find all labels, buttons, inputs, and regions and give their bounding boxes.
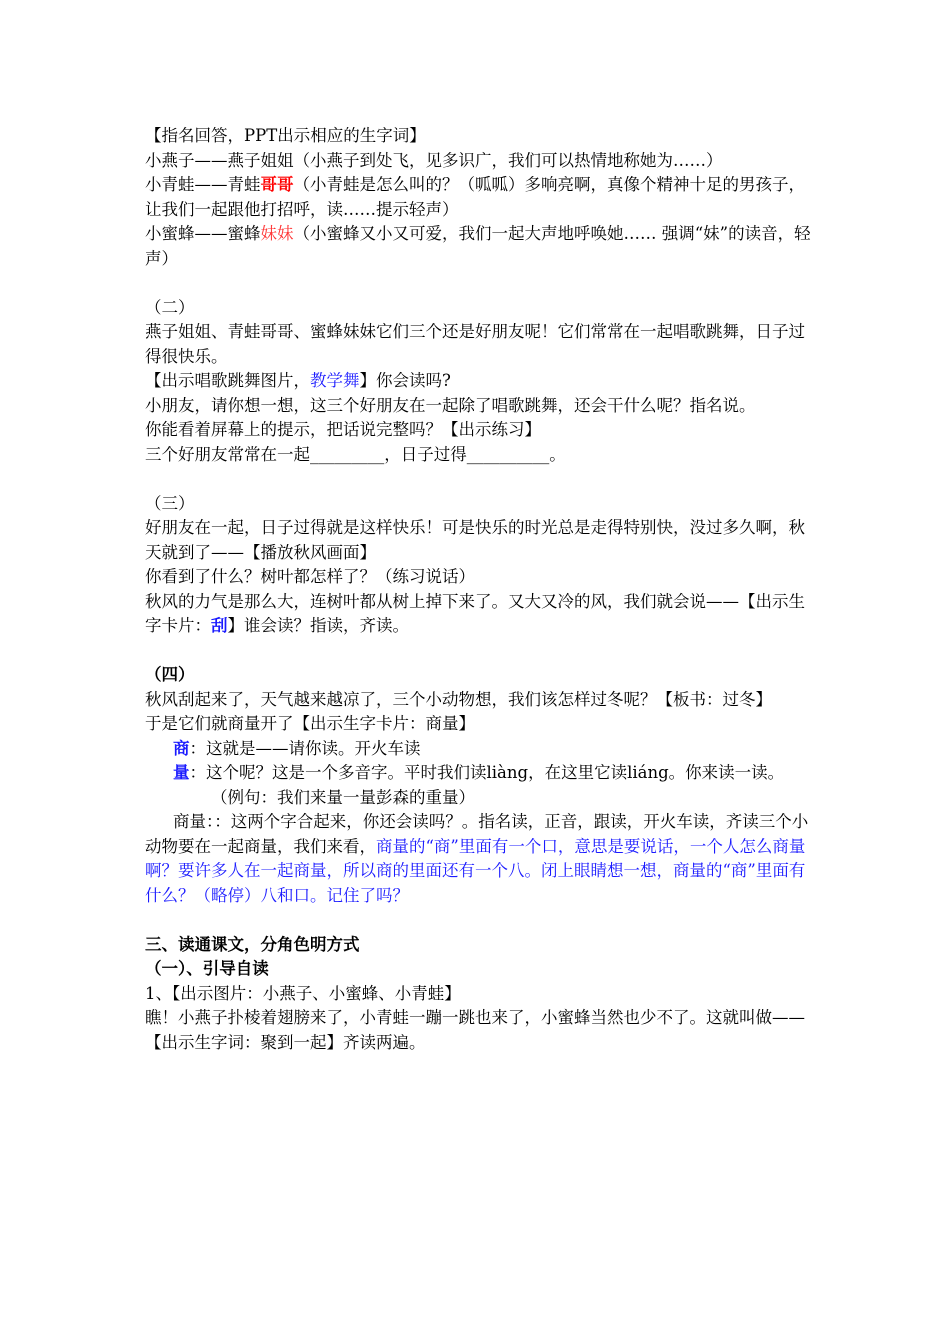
highlight-meimei: 妹妹	[260, 224, 294, 243]
paragraph: 好朋友在一起，日子过得就是这样快乐！可是快乐的时光总是走得特别快，没过多久啊，秋天就到了——【播放秋风画面】	[145, 518, 805, 562]
section-heading: 三、读通课文，分角色明方式	[145, 934, 360, 954]
highlight-gege: 哥哥	[260, 175, 294, 194]
highlight-explanation: 商量的“商”里面有一个口，意思是要说话，一个人怎么商量啊？要许多人在一起商量，所以商的里面还有一个八。闭上眼睛想一想，商量的“商”里面有什么？（略停）八和口。记住了吗？	[145, 836, 806, 905]
paragraph: 小朋友，请你想一想，这三个好朋友在一起除了唱歌跳舞，还会干什么呢？指名说。	[145, 395, 756, 415]
paragraph	[145, 590, 815, 639]
paragraph: （例句：我们来量一量彭森的重量）	[211, 787, 475, 807]
text-run: 商量：：这两个字合起来，你还会读吗？。指名读，正音，跟读，开火车读，齐读三个小动物要在一起商量，我们来看，	[145, 812, 809, 856]
spacer	[145, 908, 815, 933]
paragraph: 【指名回答，PPT出示相应的生字词】	[145, 126, 426, 145]
text-run: 秋风的力气是那么大，连树叶都从树上掉下来了。又大又冷的风，我们就会说——【出示生字卡片：	[145, 591, 805, 635]
highlight-liang: 量	[173, 763, 190, 782]
text-run: 】谁会读？指读，齐读。	[227, 616, 409, 635]
paragraph: 瞧！小燕子扑棱着翅膀来了，小青蛙一蹦一跳也来了，小蜜蜂当然也少不了。这就叫做——【出示生字词：聚到一起】齐读两遍。	[145, 1008, 805, 1052]
paragraph	[145, 810, 815, 908]
paragraph	[145, 173, 815, 222]
text-run: （小蜜蜂又小又可爱，我们一起大声地呼唤她…… 强调“妹”的读音，轻声）	[145, 224, 811, 268]
section-heading: （四）	[145, 665, 195, 684]
spacer	[145, 467, 815, 492]
text-run: 【出示唱歌跳舞图片，	[145, 371, 310, 390]
text-run: ：这就是——请你读。开火车读	[189, 738, 421, 758]
paragraph	[145, 369, 815, 394]
paragraph	[145, 761, 815, 786]
paragraph: 秋风刮起来了，天气越来越凉了，三个小动物想，我们该怎样过冬呢？【板书：过冬】	[145, 689, 772, 709]
text-run: 】你会读吗?	[359, 371, 451, 390]
paragraph: 于是它们就商量开了【出示生字卡片：商量】	[145, 714, 475, 733]
text-run: 小青蛙——青蛙	[145, 175, 261, 194]
paragraph: 你看到了什么？树叶都怎样了？（练习说话）	[145, 567, 475, 586]
paragraph: 燕子姐姐、青蛙哥哥、蜜蜂妹妹它们三个还是好朋友呢！它们常常在一起唱歌跳舞，日子过得很快乐。	[145, 322, 805, 366]
paragraph	[145, 222, 815, 271]
highlight-dance: 教学舞	[310, 371, 360, 390]
paragraph: 你能看着屏幕上的提示，把话说完整吗？【出示练习】	[145, 420, 541, 439]
text-run: （小青蛙是怎么叫的？（呱呱）多响亮啊，真像个精神十足的男孩子，让我们一起跟他打招呼，读……提示轻声）	[145, 175, 805, 219]
text-run: ：这个呢？这是一个多音字。平时我们读liàng，在这里它读liáng。你来读一读。	[189, 763, 785, 782]
section-heading: （二）	[145, 297, 195, 317]
highlight-gua: 刮	[211, 616, 228, 635]
paragraph: 小燕子——燕子姐姐（小燕子到处飞，见多识广，我们可以热情地称她为……）	[145, 150, 723, 170]
highlight-shang: 商	[173, 738, 190, 758]
lesson-plan-body	[145, 124, 815, 1055]
paragraph: 1、【出示图片：小燕子、小蜜蜂、小青蛙】	[145, 983, 461, 1003]
paragraph: 三个好朋友常常在一起_________，日子过得__________。	[145, 444, 566, 464]
text-run: 小蜜蜂——蜜蜂	[145, 224, 261, 243]
section-heading: （三）	[145, 493, 195, 513]
spacer	[145, 639, 815, 664]
spacer	[145, 271, 815, 296]
paragraph	[145, 737, 815, 762]
subsection-heading: （一）、引导自读	[145, 959, 269, 978]
